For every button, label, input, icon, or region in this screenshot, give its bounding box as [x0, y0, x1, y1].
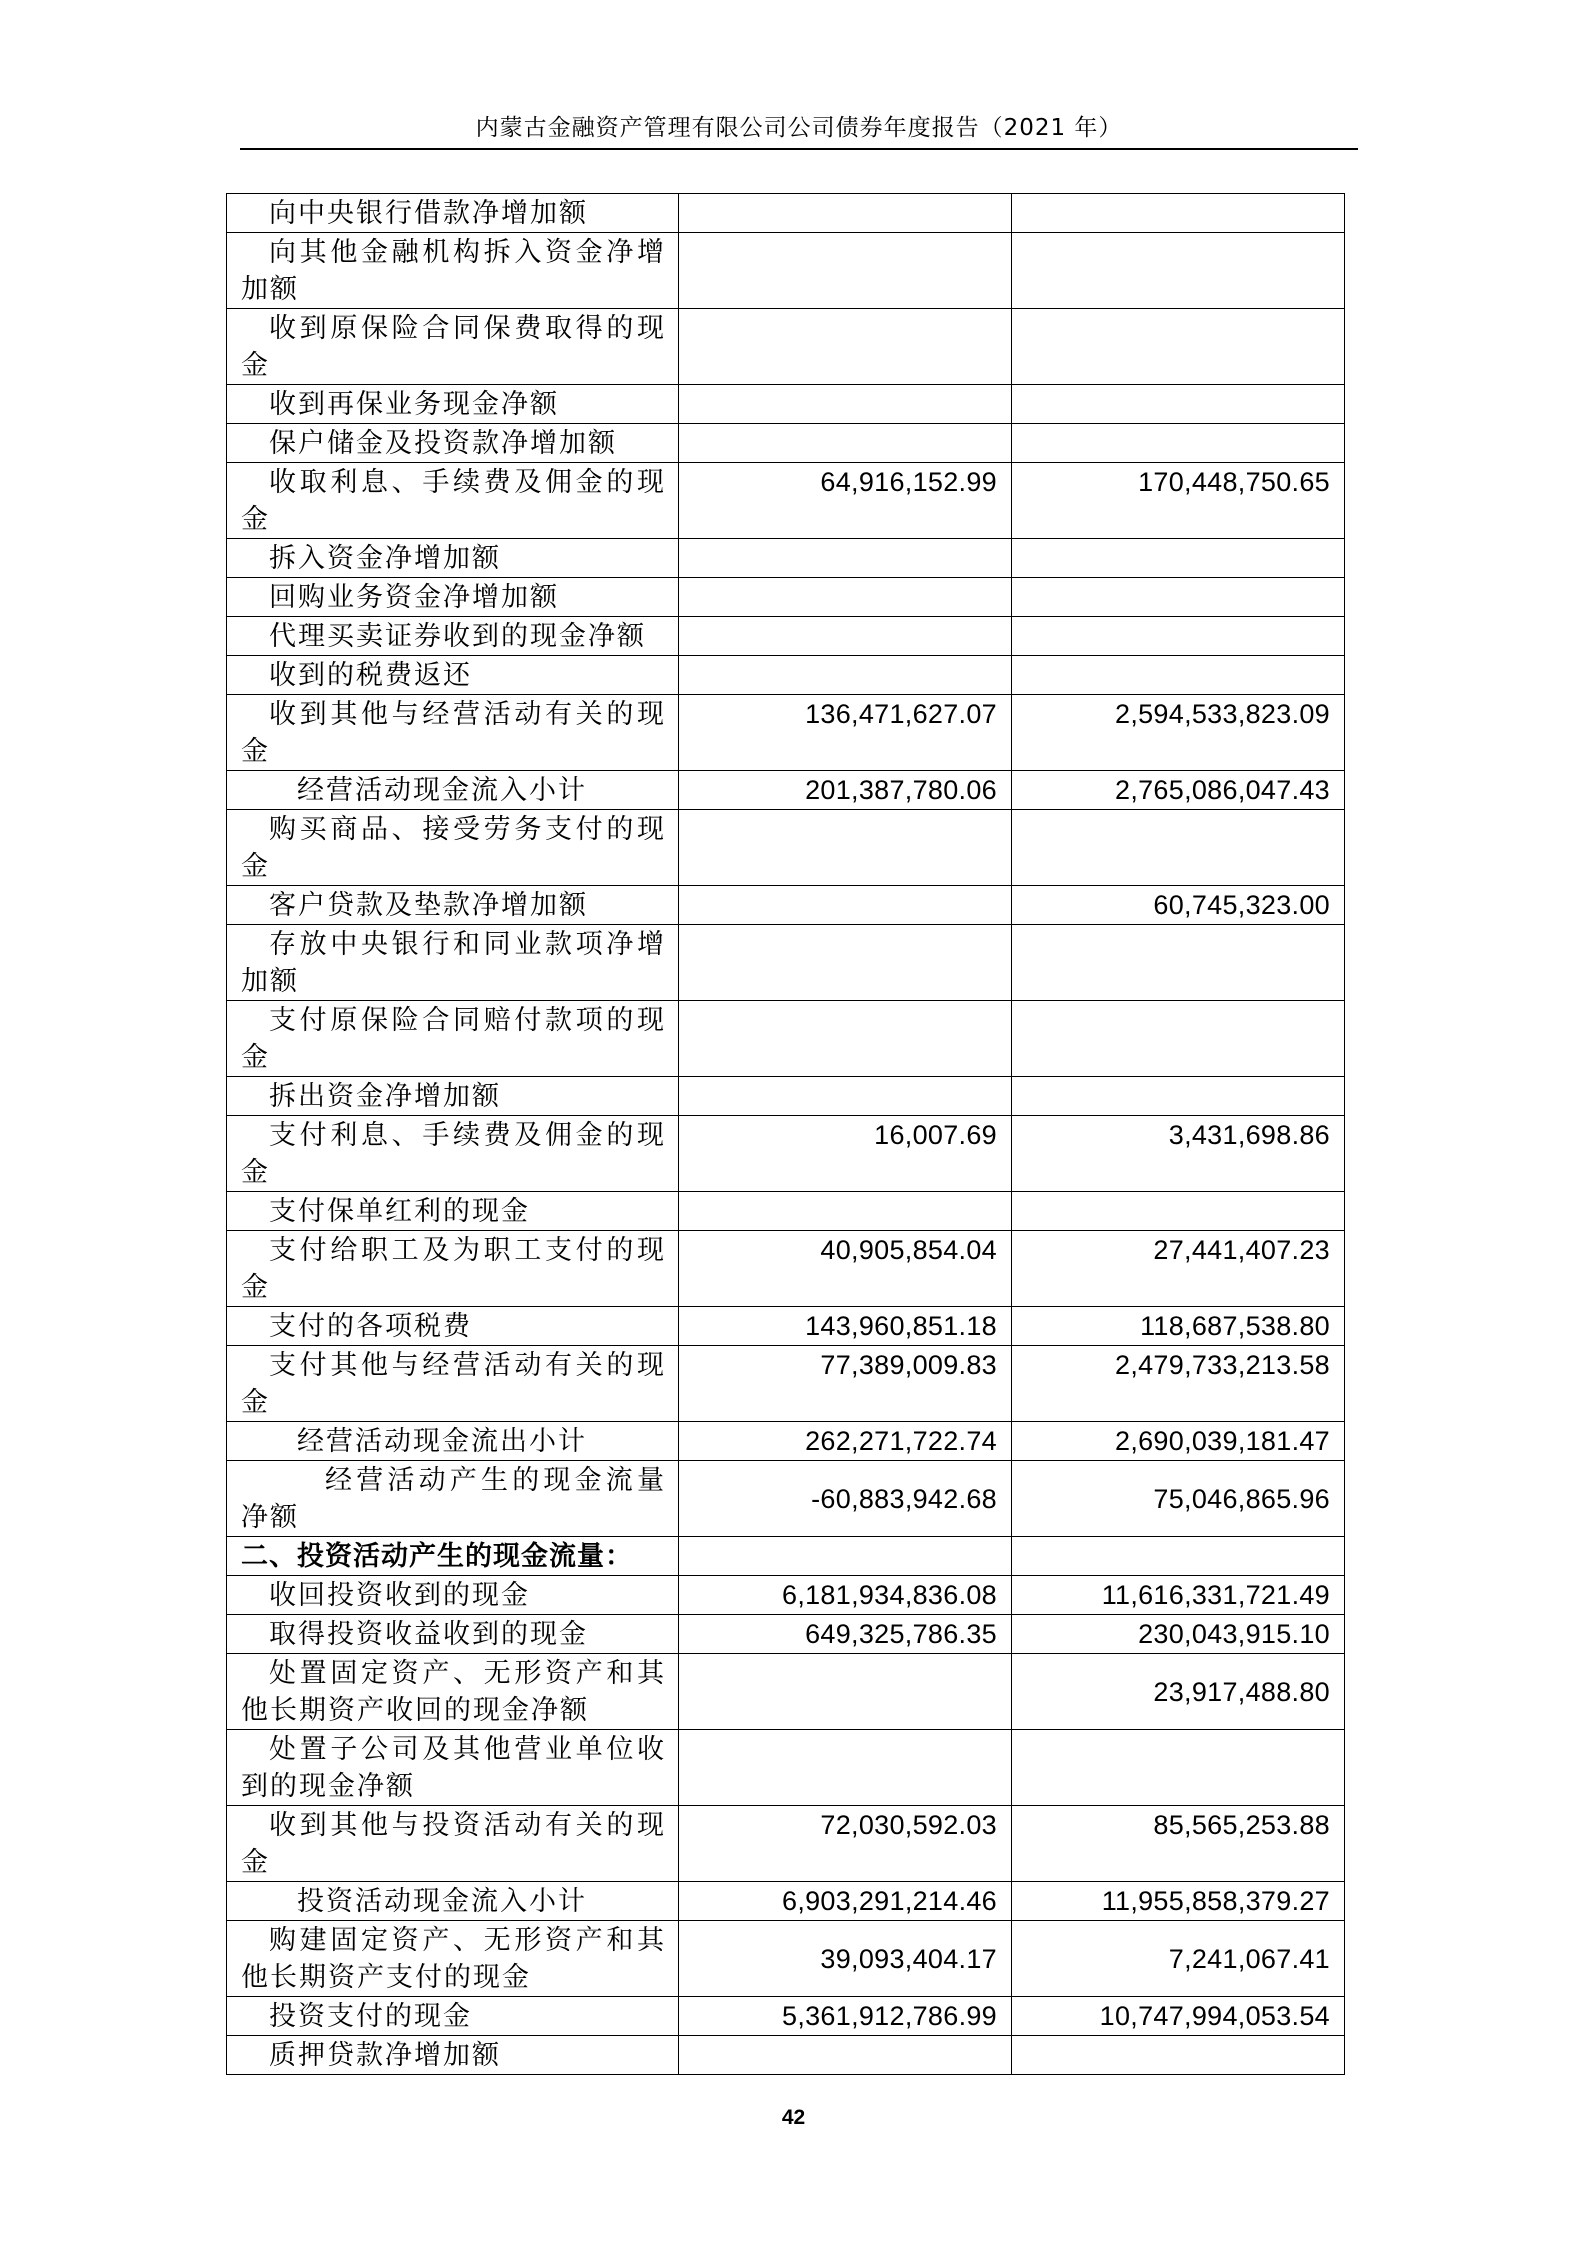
current-period-value: [679, 1654, 1012, 1730]
table-row: [227, 886, 1345, 925]
prior-period-value: [1012, 1730, 1345, 1806]
table-row: [227, 1997, 1345, 2036]
row-label: 收到原保险合同保费取得的现金: [227, 309, 679, 385]
prior-period-value: [1012, 810, 1345, 886]
prior-period-value: 11,616,331,721.49: [1012, 1576, 1345, 1615]
row-label: 支付保单红利的现金: [227, 1192, 679, 1231]
current-period-value: [679, 1730, 1012, 1806]
current-period-value: [679, 194, 1012, 233]
current-period-value: 649,325,786.35: [679, 1615, 1012, 1654]
row-label: 收回投资收到的现金: [227, 1576, 679, 1615]
prior-period-value: 170,448,750.65: [1012, 463, 1345, 539]
current-period-value: 6,903,291,214.46: [679, 1882, 1012, 1921]
net-total-row: [227, 1461, 1345, 1537]
subtotal-row: [227, 1422, 1345, 1461]
table-row: [227, 695, 1345, 771]
table-row: [227, 1307, 1345, 1346]
table-row: [227, 1077, 1345, 1116]
prior-period-value: 3,431,698.86: [1012, 1116, 1345, 1192]
table-row: [227, 233, 1345, 309]
prior-period-value: 2,479,733,213.58: [1012, 1346, 1345, 1422]
row-label: 代理买卖证券收到的现金净额: [227, 617, 679, 656]
table-row: [227, 1192, 1345, 1231]
row-label: 拆出资金净增加额: [227, 1077, 679, 1116]
table-row: [227, 656, 1345, 695]
row-label: 经营活动现金流入小计: [227, 771, 679, 810]
table-row: [227, 578, 1345, 617]
table-row: [227, 2036, 1345, 2075]
table-row: [227, 1001, 1345, 1077]
table-row: [227, 1615, 1345, 1654]
current-period-value: 39,093,404.17: [679, 1921, 1012, 1997]
row-label: 支付给职工及为职工支付的现金: [227, 1231, 679, 1307]
current-period-value: [679, 886, 1012, 925]
row-label: 保户储金及投资款净增加额: [227, 424, 679, 463]
current-period-value: [679, 1077, 1012, 1116]
table-row: [227, 1806, 1345, 1882]
current-period-value: 16,007.69: [679, 1116, 1012, 1192]
table-row: [227, 1730, 1345, 1806]
current-period-value: [679, 1001, 1012, 1077]
row-label: 回购业务资金净增加额: [227, 578, 679, 617]
table-row: [227, 617, 1345, 656]
current-period-value: 136,471,627.07: [679, 695, 1012, 771]
prior-period-value: [1012, 1001, 1345, 1077]
current-period-value: 72,030,592.03: [679, 1806, 1012, 1882]
current-period-value: [679, 309, 1012, 385]
row-label: 拆入资金净增加额: [227, 539, 679, 578]
current-period-value: [679, 385, 1012, 424]
prior-period-value: 2,690,039,181.47: [1012, 1422, 1345, 1461]
row-label: 支付原保险合同赔付款项的现金: [227, 1001, 679, 1077]
table-row: [227, 925, 1345, 1001]
prior-period-value: [1012, 424, 1345, 463]
prior-period-value: [1012, 925, 1345, 1001]
prior-period-value: 75,046,865.96: [1012, 1461, 1345, 1537]
prior-period-value: [1012, 194, 1345, 233]
row-label: 存放中央银行和同业款项净增加额: [227, 925, 679, 1001]
row-label: 投资支付的现金: [227, 1997, 679, 2036]
current-period-value: 201,387,780.06: [679, 771, 1012, 810]
row-label: 购建固定资产、无形资产和其他长期资产支付的现金: [227, 1921, 679, 1997]
prior-period-value: 27,441,407.23: [1012, 1231, 1345, 1307]
current-period-value: [679, 2036, 1012, 2075]
section-heading-row: [227, 1537, 1345, 1576]
current-period-value: 77,389,009.83: [679, 1346, 1012, 1422]
prior-period-value: 2,594,533,823.09: [1012, 695, 1345, 771]
table-row: [227, 539, 1345, 578]
prior-period-value: [1012, 233, 1345, 309]
row-label: 收到再保业务现金净额: [227, 385, 679, 424]
table-row: [227, 424, 1345, 463]
prior-period-value: [1012, 617, 1345, 656]
current-period-value: [679, 424, 1012, 463]
row-label: 处置固定资产、无形资产和其他长期资产收回的现金净额: [227, 1654, 679, 1730]
table-row: [227, 194, 1345, 233]
prior-period-value: [1012, 656, 1345, 695]
prior-period-value: 7,241,067.41: [1012, 1921, 1345, 1997]
table-row: [227, 1654, 1345, 1730]
table-row: [227, 1576, 1345, 1615]
current-period-value: [679, 1537, 1012, 1576]
table-row: [227, 1116, 1345, 1192]
prior-period-value: 118,687,538.80: [1012, 1307, 1345, 1346]
prior-period-value: [1012, 1192, 1345, 1231]
current-period-value: [679, 810, 1012, 886]
row-label: 收到其他与经营活动有关的现金: [227, 695, 679, 771]
prior-period-value: [1012, 1077, 1345, 1116]
section-heading: 二、投资活动产生的现金流量：: [227, 1537, 679, 1576]
table-row: [227, 463, 1345, 539]
current-period-value: [679, 656, 1012, 695]
row-label: 支付利息、手续费及佣金的现金: [227, 1116, 679, 1192]
table-row: [227, 810, 1345, 886]
page-number: 42: [781, 2106, 806, 2129]
prior-period-value: [1012, 578, 1345, 617]
prior-period-value: [1012, 539, 1345, 578]
prior-period-value: 11,955,858,379.27: [1012, 1882, 1345, 1921]
prior-period-value: [1012, 2036, 1345, 2075]
row-label: 收到的税费返还: [227, 656, 679, 695]
prior-period-value: 10,747,994,053.54: [1012, 1997, 1345, 2036]
subtotal-row: [227, 1882, 1345, 1921]
table-row: [227, 1231, 1345, 1307]
current-period-value: [679, 1192, 1012, 1231]
row-label: 取得投资收益收到的现金: [227, 1615, 679, 1654]
prior-period-value: 23,917,488.80: [1012, 1654, 1345, 1730]
table-row: [227, 1346, 1345, 1422]
current-period-value: [679, 925, 1012, 1001]
current-period-value: [679, 539, 1012, 578]
current-period-value: 64,916,152.99: [679, 463, 1012, 539]
current-period-value: 143,960,851.18: [679, 1307, 1012, 1346]
current-period-value: 262,271,722.74: [679, 1422, 1012, 1461]
prior-period-value: 230,043,915.10: [1012, 1615, 1345, 1654]
row-label: 客户贷款及垫款净增加额: [227, 886, 679, 925]
prior-period-value: [1012, 1537, 1345, 1576]
table-row: [227, 1921, 1345, 1997]
current-period-value: [679, 578, 1012, 617]
subtotal-row: [227, 771, 1345, 810]
row-label: 支付其他与经营活动有关的现金: [227, 1346, 679, 1422]
report-header: 内蒙古金融资产管理有限公司公司债券年度报告（2021 年）: [475, 115, 1123, 141]
current-period-value: [679, 617, 1012, 656]
row-label: 向其他金融机构拆入资金净增加额: [227, 233, 679, 309]
cash-flow-table: [226, 193, 1345, 2075]
table-row: [227, 309, 1345, 385]
current-period-value: 6,181,934,836.08: [679, 1576, 1012, 1615]
row-label: 向中央银行借款净增加额: [227, 194, 679, 233]
prior-period-value: [1012, 385, 1345, 424]
current-period-value: 5,361,912,786.99: [679, 1997, 1012, 2036]
prior-period-value: 85,565,253.88: [1012, 1806, 1345, 1882]
current-period-value: 40,905,854.04: [679, 1231, 1012, 1307]
row-label: 收取利息、手续费及佣金的现金: [227, 463, 679, 539]
prior-period-value: 60,745,323.00: [1012, 886, 1345, 925]
row-label: 购买商品、接受劳务支付的现金: [227, 810, 679, 886]
row-label: 经营活动产生的现金流量净额: [227, 1461, 679, 1537]
current-period-value: [679, 233, 1012, 309]
header-rule: [240, 148, 1358, 150]
table-row: [227, 385, 1345, 424]
row-label: 收到其他与投资活动有关的现金: [227, 1806, 679, 1882]
prior-period-value: 2,765,086,047.43: [1012, 771, 1345, 810]
prior-period-value: [1012, 309, 1345, 385]
row-label: 投资活动现金流入小计: [227, 1882, 679, 1921]
row-label: 支付的各项税费: [227, 1307, 679, 1346]
row-label: 质押贷款净增加额: [227, 2036, 679, 2075]
row-label: 处置子公司及其他营业单位收到的现金净额: [227, 1730, 679, 1806]
row-label: 经营活动现金流出小计: [227, 1422, 679, 1461]
current-period-value: -60,883,942.68: [679, 1461, 1012, 1537]
